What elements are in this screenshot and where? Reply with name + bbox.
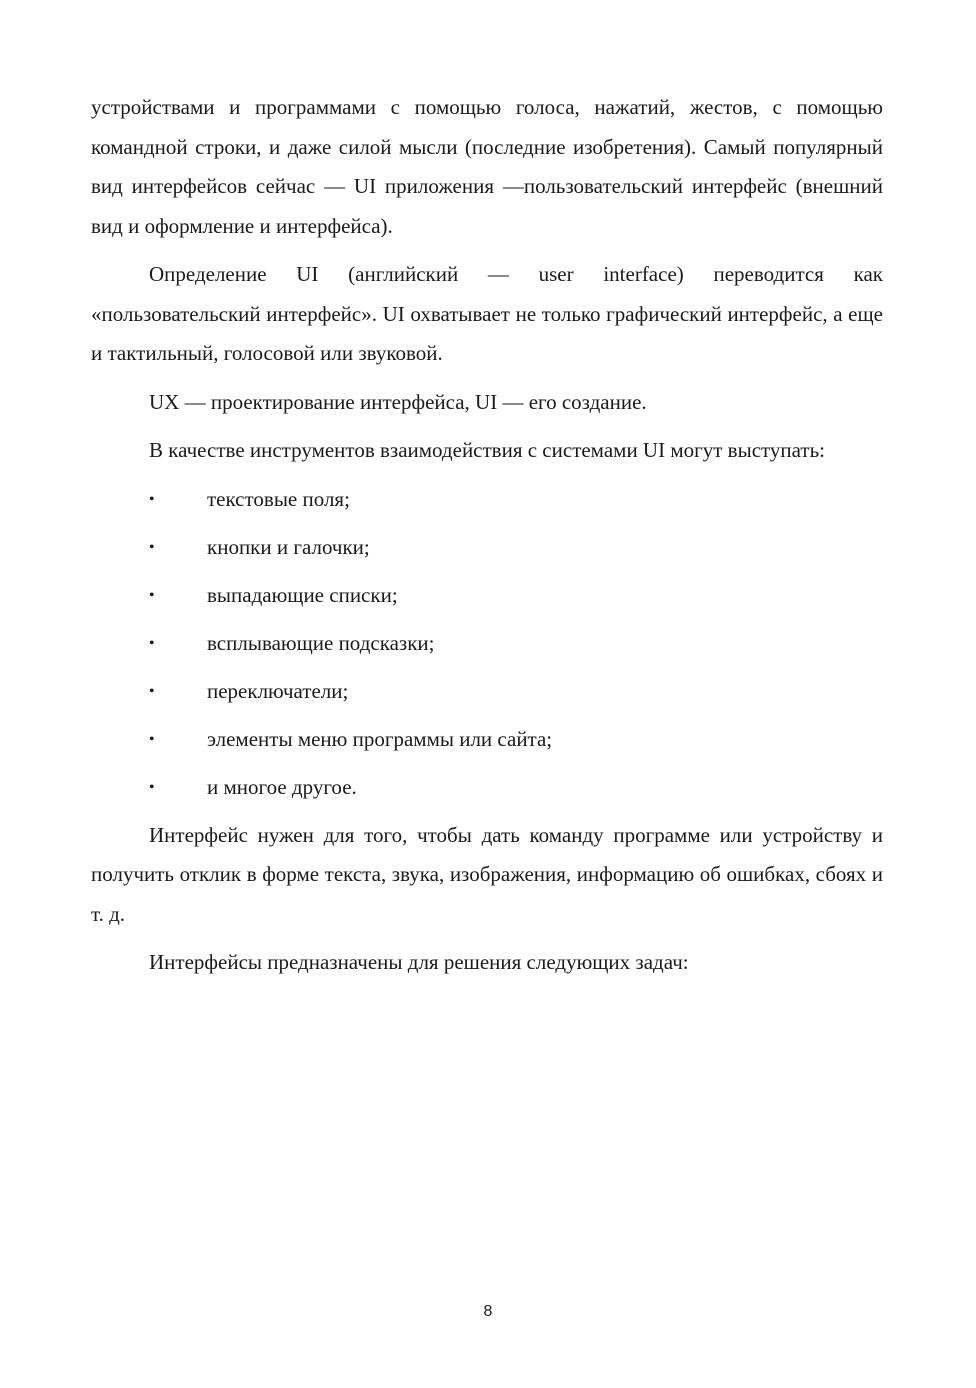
list-item	[91, 720, 883, 760]
bullet-icon: •	[149, 730, 155, 748]
list-item-text: элементы меню программы или сайта;	[207, 726, 553, 751]
page-number: 8	[483, 1303, 493, 1320]
paragraph-interface-purpose: Интерфейс нужен для того, чтобы дать команду программе или устройству и получить отклик в форме текста, звука, изображения, информацию об ошибках, сбоях и т. д.	[91, 822, 883, 926]
list-item-text: всплывающие подсказки;	[207, 630, 435, 655]
document-page	[91, 88, 883, 983]
list-item	[91, 576, 883, 616]
list-item-text: переключатели;	[207, 678, 349, 703]
list-item-text: выпадающие списки;	[207, 582, 398, 607]
list-item	[91, 672, 883, 712]
list-item-text: текстовые поля;	[207, 486, 350, 511]
bullet-icon: •	[149, 778, 155, 796]
paragraph-ui-definition: Определение UI (английский — user interface) переводится как «пользовательский интерфейс». UI охватывает не только графический интерфейс, а еще и тактильный, голосовой или звуковой.	[91, 262, 883, 365]
list-item	[91, 624, 883, 664]
list-item	[91, 480, 883, 520]
list-item	[91, 768, 883, 808]
tools-list	[91, 480, 883, 808]
paragraph-continuation: устройствами и программами с помощью голоса, нажатий, жестов, с помощью командной строки, и даже силой мысли (последние изобретения). Самый популярный вид интерфейсов сейчас — UI приложения —пользовательский интерфейс (внешний вид и оформление и интерфейса).	[91, 95, 883, 238]
paragraph-tasks-intro: Интерфейсы предназначены для решения следующих задач:	[149, 950, 689, 974]
bullet-icon: •	[149, 586, 155, 604]
paragraph-ux-ui: UX — проектирование интерфейса, UI — его создание.	[149, 389, 647, 414]
bullet-icon: •	[149, 490, 155, 508]
list-item-text: кнопки и галочки;	[207, 534, 370, 559]
list-item-text: и многое другое.	[207, 774, 357, 799]
bullet-icon: •	[149, 634, 155, 652]
paragraph-tools-intro: В качестве инструментов взаимодействия с системами UI могут выступать:	[149, 438, 826, 462]
list-item	[91, 528, 883, 568]
bullet-icon: •	[149, 538, 155, 556]
bullet-icon: •	[149, 682, 155, 700]
